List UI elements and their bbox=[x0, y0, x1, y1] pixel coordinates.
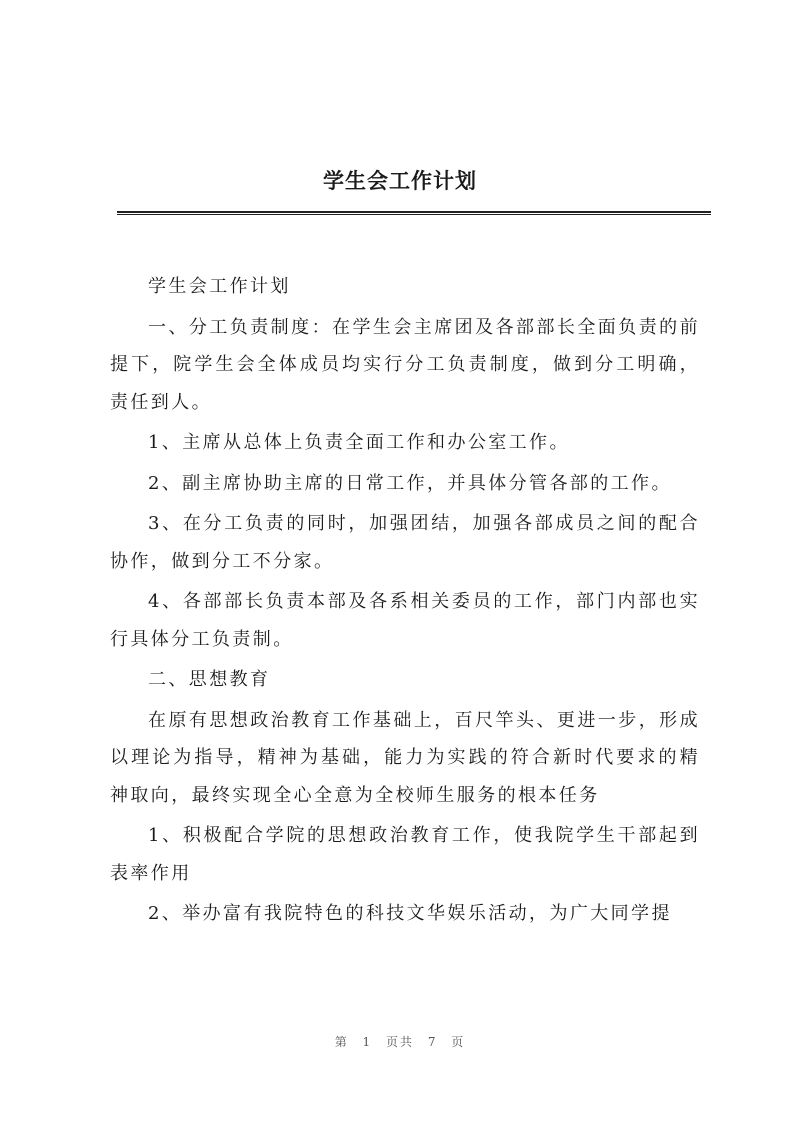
paragraph: 3、在分工负责的同时，加强团结，加强各部成员之间的配合协作，做到分工不分家。 bbox=[110, 513, 700, 572]
paragraph: 1、主席从总体上负责全面工作和办公室工作。 bbox=[148, 432, 570, 453]
document-body bbox=[110, 268, 700, 933]
paragraph: 4、各部部长负责本部及各系相关委员的工作，部门内部也实行具体分工负责制。 bbox=[110, 591, 700, 650]
title-divider bbox=[117, 211, 711, 215]
paragraph: 1、积极配合学院的思想政治教育工作，使我院学生干部起到表率作用 bbox=[110, 825, 700, 884]
paragraph: 2、副主席协助主席的日常工作，并具体分管各部的工作。 bbox=[148, 472, 672, 494]
paragraph: 2、举办富有我院特色的科技文华娱乐活动，为广大同学提 bbox=[148, 903, 672, 924]
paragraph: 一、分工负责制度：在学生会主席团及各部部长全面负责的前提下，院学生会全体成员均实行分工负责制度，做到分工明确，责任到人。 bbox=[110, 316, 700, 413]
paragraph: 在原有思想政治教育工作基础上，百尺竿头、更进一步，形成以理论为指导，精神为基础，能力为实践的符合新时代要求的精神取向，最终实现全心全意为全校师生服务的根本任务 bbox=[110, 709, 700, 806]
paragraph: 学生会工作计划 bbox=[148, 276, 291, 297]
section-heading: 二、思想教育 bbox=[148, 669, 271, 690]
page-number: 第 1 页共 7 页 bbox=[334, 1035, 466, 1049]
document-title: 学生会工作计划 bbox=[323, 168, 477, 193]
